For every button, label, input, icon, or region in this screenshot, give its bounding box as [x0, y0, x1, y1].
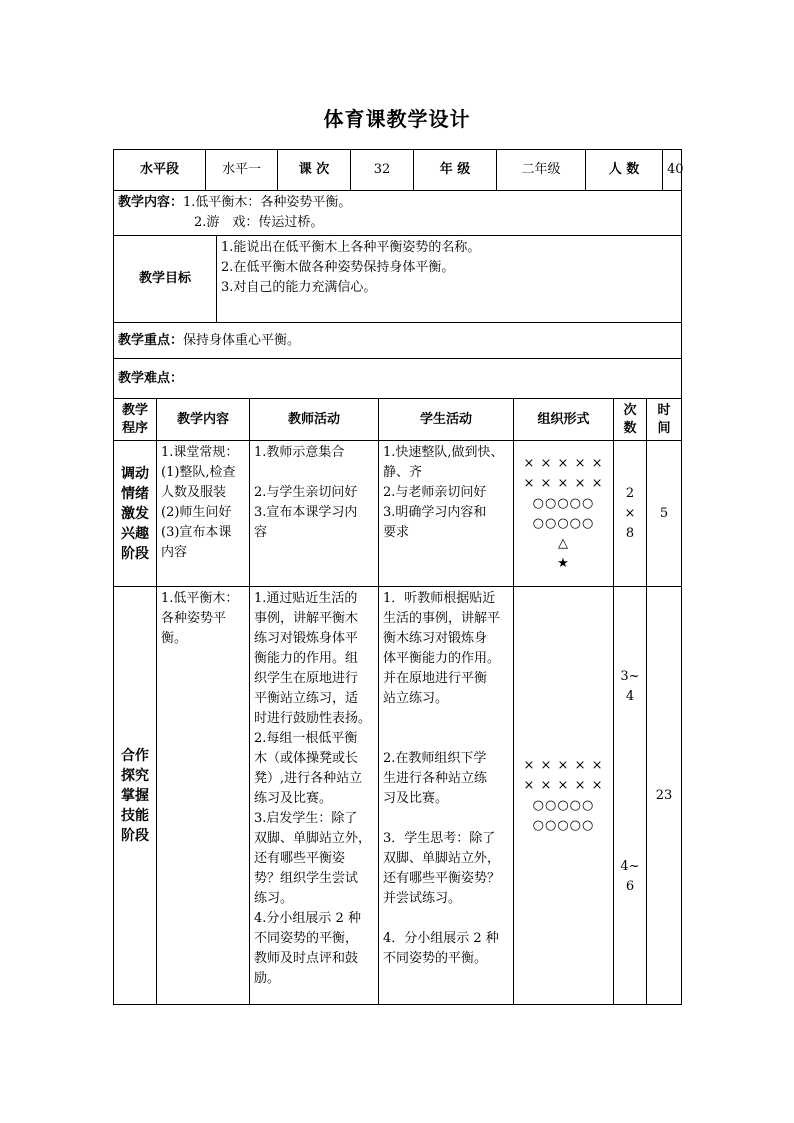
teacher-line: 2.每组一根低平衡: [254, 731, 358, 746]
student-line: 生活的事例，讲解平: [383, 611, 501, 626]
col-content: 教学内容: [157, 399, 250, 441]
teacher-line: 势？组织学生尝试: [254, 871, 359, 886]
goal-item-1: 1.能说出在低平衡木上各种平衡姿势的名称。: [221, 240, 481, 255]
goal-item-2: 2.在低平衡木做各种姿势保持身体平衡。: [221, 260, 455, 275]
stage1-teacher: 1.教师示意集合 2.与学生亲切问好 3.宣布本课学习内 容: [250, 441, 379, 587]
stage2-teacher: [250, 587, 379, 1005]
student-line: 4．分小组展示 2 种: [383, 931, 499, 946]
stage1-times: 2 × 8: [614, 441, 647, 587]
level-label: 水平段: [114, 150, 206, 190]
stage2-time: 23: [647, 587, 682, 1005]
student-line: 衡木练习对锻炼身: [383, 631, 488, 646]
grade-label: 年 级: [414, 150, 497, 190]
content-label: 教学内容：: [118, 195, 184, 210]
stage2-content: 1.低平衡木： 各种姿势平 衡。: [157, 587, 250, 1005]
student-line: 2.在教师组织下学: [383, 751, 487, 766]
col-time: 时 间: [647, 399, 682, 441]
stage2-times: 3~ 4 4~ 6: [614, 587, 647, 1005]
goal-item-3: 3.对自己的能力充满信心。: [221, 280, 377, 295]
student-line: 3．学生思考：除了: [383, 831, 496, 846]
teacher-line: 练习及比赛。: [254, 791, 333, 806]
goals-label: 教学目标: [114, 236, 217, 322]
teacher-line: 时进行鼓励性表扬。: [254, 711, 372, 726]
content-item-1: 1.低平衡木：各种姿势平衡。: [183, 195, 352, 210]
student-line: 体平衡能力的作用。: [383, 651, 501, 666]
teacher-line: 4.分小组展示 2 种: [254, 911, 361, 926]
stage2-name: 合作 探究 掌握 技能 阶段: [114, 587, 157, 1005]
stage1-formation: × × × × × × × × × × ○○○○○ ○○○○○ △ ★: [514, 441, 614, 587]
teacher-line: 凳）,进行各种站立: [254, 771, 363, 786]
stage1-content: 1.课堂常规： (1)整队,检查 人数及服装 (2)师生问好 (3)宣布本课 内容: [157, 441, 250, 587]
teacher-line: 励。: [254, 971, 281, 986]
teaching-content-cell: [114, 191, 682, 236]
teacher-line: 1.通过贴近生活的: [254, 591, 358, 606]
student-line: [383, 729, 509, 749]
difficulty-cell: [114, 359, 682, 399]
key-point-value: 保持身体重心平衡。: [183, 332, 301, 348]
stage2-formation: × × × × × × × × × × ○○○○○ ○○○○○: [514, 587, 614, 1005]
teacher-line: 织学生在原地进行: [254, 671, 359, 686]
teacher-line: 练习对锻炼身体平: [254, 631, 359, 646]
stage1-time: 5: [647, 441, 682, 587]
student-line: [383, 709, 509, 729]
student-line: 还有哪些平衡姿势？: [383, 871, 501, 886]
key-point-label: 教学重点：: [118, 332, 184, 348]
teacher-line: 教师及时点评和鼓: [254, 951, 359, 966]
count-label: 人 数: [586, 150, 663, 190]
difficulty-label: 教学难点：: [118, 370, 184, 386]
teacher-line: 3.启发学生：除了: [254, 811, 358, 826]
goals-row: [114, 236, 681, 322]
col-org: 组织形式: [514, 399, 614, 441]
stage2-student: [379, 587, 514, 1005]
lesson-value: 32: [351, 150, 414, 190]
teacher-line: 平衡站立练习，适: [254, 691, 359, 706]
level-value: 水平一: [206, 150, 278, 190]
key-point-cell: [114, 323, 682, 359]
lesson-plan-table: [113, 149, 682, 1005]
count-value: 40: [667, 162, 684, 177]
teacher-line: 不同姿势的平衡，: [254, 931, 359, 946]
student-line: 不同姿势的平衡。: [383, 951, 488, 966]
teacher-line: 木（或体操凳或长: [254, 751, 359, 766]
student-line: 并在原地进行平衡: [383, 671, 488, 686]
page-title: 体育课教学设计: [323, 107, 471, 131]
lesson-label: 课 次: [278, 150, 351, 190]
student-line: 站立练习。: [383, 691, 449, 706]
student-line: 双脚、单脚站立外，: [383, 851, 501, 866]
student-line: 并尝试练习。: [383, 891, 462, 906]
stage1-name: 调动 情绪 激发 兴趣 阶段: [114, 441, 157, 587]
teacher-line: 还有哪些平衡姿: [254, 851, 346, 866]
student-line: 生进行各种站立练: [383, 771, 488, 786]
teacher-line: 事例，讲解平衡木: [254, 611, 359, 626]
student-line: 1．听教师根据贴近: [383, 591, 496, 606]
stage2-row: [114, 587, 682, 1005]
col-student: 学生活动: [379, 399, 514, 441]
teacher-line: 练习。: [254, 891, 294, 906]
col-procedure: 教学 程序: [114, 399, 157, 441]
student-line: 习及比赛。: [383, 791, 449, 806]
col-teacher: 教师活动: [250, 399, 379, 441]
student-line: [383, 909, 509, 929]
stage1-student: 1.快速整队,做到快、 静、齐 2.与老师亲切问好 3.明确学习内容和 要求: [379, 441, 514, 587]
teacher-line: 衡能力的作用。组: [254, 651, 359, 666]
student-line: [383, 809, 509, 829]
col-times: 次 数: [614, 399, 647, 441]
stage1-row: [114, 441, 682, 587]
grade-value: 二年级: [497, 150, 586, 190]
header-row: [114, 150, 684, 190]
teacher-line: 双脚、单脚站立外，: [254, 831, 372, 846]
content-item-2: 2.游 戏：传运过桥。: [194, 215, 324, 230]
